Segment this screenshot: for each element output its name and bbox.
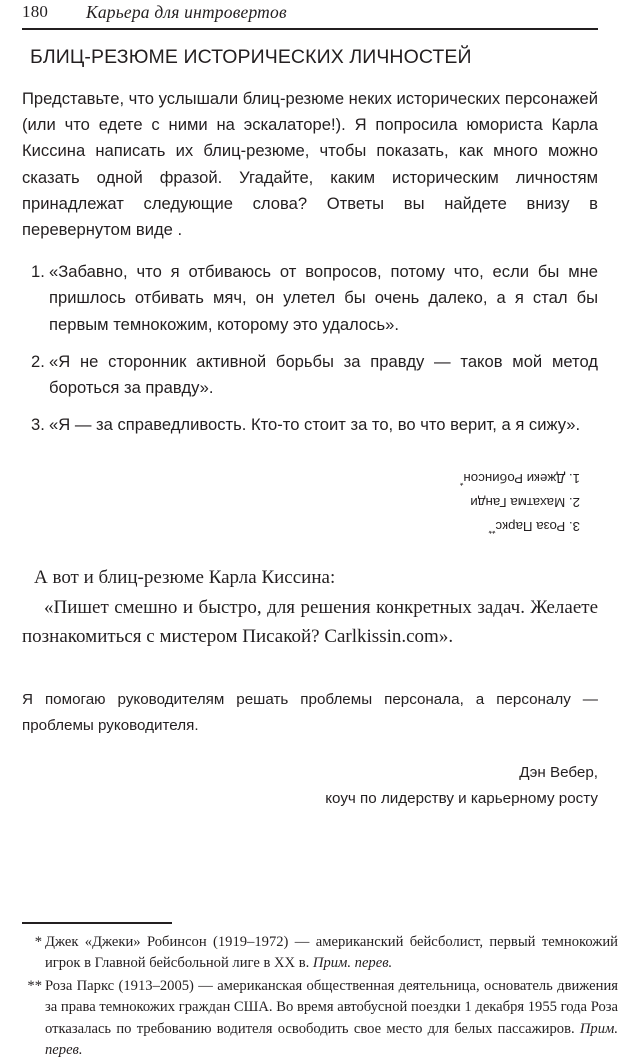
footnote-divider — [22, 922, 172, 924]
list-item-text: «Забавно, что я отбиваюсь от вопросов, потому что, если бы мне пришлось отбивать мяч, он улетел бы очень далеко, а я стал бы первым темнокожим, которому это удалось». — [49, 262, 598, 334]
page-content — [22, 44, 598, 811]
footnote — [22, 976, 618, 1062]
page-number: 180 — [22, 2, 49, 21]
list-item-number: 2. — [31, 351, 45, 371]
intro-paragraph: Представьте, что услышали блиц-резюме неких исторических персонажей (или что едете с ними на эскалаторе!). Я попросила юмориста Карла Киссина написать их блиц-резюме, чтобы показать, как много можно сказать одной фразой. Угадайте, каким историческим личностям принадлежат следующие слова? Ответы вы найдете внизу в перевернутом виде . — [22, 89, 598, 240]
quiz-list — [22, 259, 598, 438]
list-item-text: «Я — за справедливость. Кто-то стоит за то, во что верит, а я сижу». — [49, 415, 581, 435]
list-item — [22, 259, 598, 338]
list-item-number: 1. — [31, 262, 45, 282]
footnote-mark: ** — [27, 977, 42, 994]
list-item — [22, 412, 598, 438]
testimonial-author: Дэн Вебер, — [519, 764, 598, 782]
footnotes-area — [22, 922, 618, 1063]
footnote-text: Роза Паркс (1913–2005) — американская общественная деятельница, основатель движения за права темнокожих граждан США. Во время автобусной поездки 1 декабря 1955 года Роза отказалась по требованию водителя освободить свое место для белых пассажиров. — [45, 977, 618, 1037]
answer-text: 2. Махатма Ганди — [470, 495, 580, 511]
upside-down-answers — [22, 466, 598, 538]
section-heading: БЛИЦ-РЕЗЮМЕ ИСТОРИЧЕСКИХ ЛИЧНОСТЕЙ — [30, 46, 472, 68]
testimonial-text: Я помогаю руководителям решать проблемы персонала, а персоналу — проблемы руководителя. — [22, 691, 598, 734]
list-item — [22, 349, 598, 401]
carl-kissin-block — [22, 564, 598, 651]
answer-footnote-mark: ** — [488, 525, 496, 536]
list-item-text: «Я не сторонник активной борьбы за правду — таков мой метод бороться за правду». — [49, 351, 598, 398]
carl-kissin-lead: А вот и блиц-резюме Карла Киссина: — [34, 567, 336, 589]
footnote-mark: * — [34, 933, 42, 950]
answer-line — [22, 514, 598, 538]
testimonial-block — [22, 687, 598, 811]
footnote-source-note: Прим. перев. — [312, 955, 393, 971]
answer-text: 1. Джеки Робинсон — [463, 471, 580, 487]
testimonial-role: коуч по лидерству и карьерному росту — [325, 789, 598, 807]
answer-line — [22, 466, 598, 490]
running-header — [22, 0, 598, 33]
answer-text: 3. Роза Паркс — [495, 519, 580, 535]
footnote-text: Джек «Джеки» Робинсон (1919–1972) — американский бейсболист, первый темнокожий игрок в Главной бейсбольной лиге в XX в. — [45, 933, 618, 971]
running-title: Карьера для интровертов — [86, 2, 287, 22]
footnote — [22, 932, 618, 975]
header-divider — [22, 28, 598, 30]
carl-kissin-quote: «Пишет смешно и быстро, для решения конкретных задач. Желаете познакомиться с мистером Писакой? Carlkissin.com». — [22, 597, 598, 647]
answer-footnote-mark: * — [459, 477, 464, 488]
answer-line — [22, 490, 598, 514]
list-item-number: 3. — [31, 415, 45, 435]
footnote-source-note: Прим. перев. — [45, 1020, 618, 1058]
